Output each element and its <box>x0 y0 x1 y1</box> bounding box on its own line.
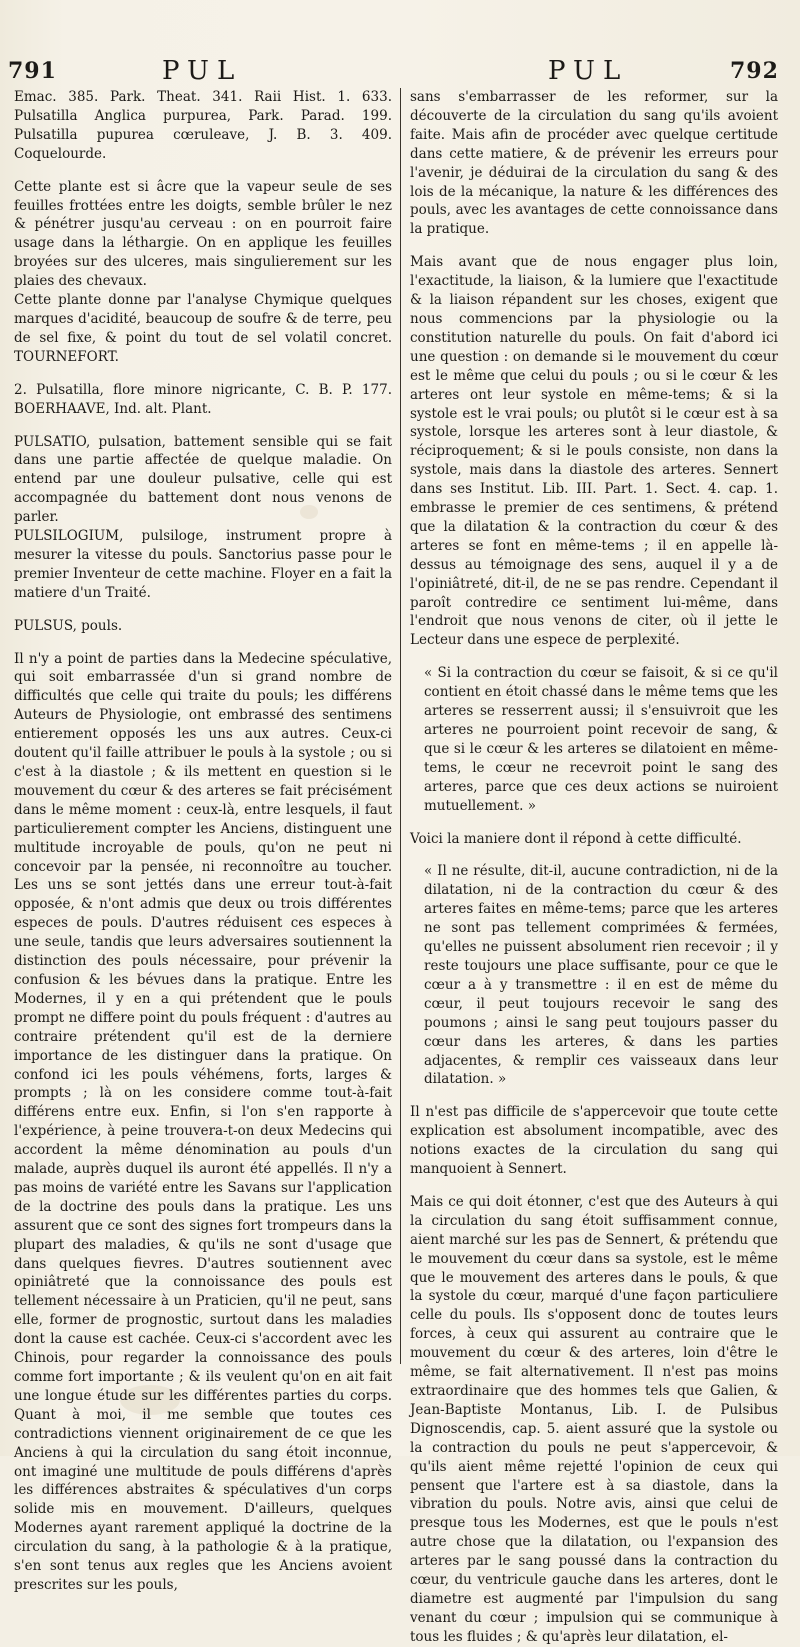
left-column <box>14 88 392 1595</box>
left-page-number: 791 <box>8 58 57 84</box>
right-page-number: 792 <box>730 58 779 84</box>
paragraph: Mais ce qui doit étonner, c'est que des Auteurs à qui la circulation du sang étoit suffisamment connue, aient marché sur les pas de Sennert, & prétendu que le mouvement du cœur dans sa systole, est le même que le mouvement des arteres dans le pouls, & que la systole du cœur, marqué d'une façon particuliere celle du pouls. Ils s'opposent donc de toutes leurs forces, à ceux qui assurent au contraire que le mouvement du cœur & des arteres, loin d'être le même, se fait alternativement. Il n'est pas moins extraordinaire que des hommes tels que Galien, & Jean-Baptiste Montanus, Lib. I. de Pulsibus Dignoscendis, cap. 5. aient assuré que la systole ou la contraction du pouls ne peut s'appercevoir, & qu'ils aient même rejetté l'opinion de ceux qui pensent que l'artere est à sa diastole, dans la vibration du pouls. Notre avis, ainsi que celui de presque tous les Modernes, est que le pouls n'est autre chose que la dilatation, ou l'expansion des arteres par le sang poussé dans la contraction du cœur, du ventricule gauche dans les arteres, dont le diametre est augmenté par l'impulsion du sang venant du cœur ; impulsion qui se communique à tous les fluides ; & qu'après leur dilatation, el- <box>410 1193 778 1645</box>
column-divider <box>400 88 401 1364</box>
right-running-head: PUL <box>548 56 629 86</box>
synonym-list: Emac. 385. Park. Theat. 341. Raii Hist. 1. 633. Pulsatilla Anglica purpurea, Park. Parad. 199. Pulsatilla pupurea cœruleave, J. B. 3. 409. Coquelourde. <box>14 89 392 162</box>
paragraph: Cette plante donne par l'analyse Chymique quelques marques d'acidité, beaucoup de soufre & de terre, peu de sel fixe, & point du tout de sel volatil concret. TOURNEFORT. <box>14 292 392 365</box>
paragraph: Il n'y a point de parties dans la Medecine spéculative, qui soit embarrassée d'un si grand nombre de difficultés que celle qui traite du pouls; les différens Auteurs de Physiologie, ont embrassé des sentimens entierement opposés les uns aux autres. Ceux-ci doutent qu'il faille attribuer le pouls à la systole ; ou si c'est à la diastole ; & ils mettent en question si le mouvement du cœur & des arteres se fait précisément dans le même moment : ceux-là, entre lesquels, il faut particulierement compter les Anciens, distinguent une multitude incroyable de pouls, qu'on ne peut ni concevoir par la pensée, ni reconnoître au toucher. Les uns se sont jettés dans une erreur tout-à-fait opposée, & n'ont admis que deux ou trois différentes especes de pouls. D'autres réduisent ces especes à une seule, tandis que leurs adversaires soutiennent la distinction des pouls nécessaire, pour prévenir la confusion & les bévues dans la pratique. Entre les Modernes, il y en a qui prétendent que le pouls prompt ne differe point du pouls fréquent : d'autres au contraire prétendent qu'il est de la derniere importance de les distinguer dans la pratique. On confond ici les pouls véhémens, forts, larges & prompts ; là on les considere comme tout-à-fait différens entre eux. Enfin, si l'on s'en rapporte à l'expérience, à peine trouvera-t-on deux Medecins qui accordent la même dénomination au pouls d'un malade, auprès duquel ils auront été appellés. Il n'y a pas moins de variété entre les Savans sur l'application de la doctrine des pouls dans la pratique. Les uns assurent que ce sont des signes fort trompeurs dans la plupart des maladies, & qu'ils ne sont d'usage que dans quelques fievres. D'autres soutiennent avec opiniâtreté que la connoissance des pouls est tellement nécessaire à un Praticien, qu'il ne peut, sans elle, former de prognostic, surtout dans les maladies dont la cause est cachée. Ceux-ci s'accordent avec les Chinois, pour regarder la connoissance des pouls comme fort importante ; & ils veulent qu'on en ait fait une longue étude sur les différentes parties du corps. Quant à moi, il me semble que toutes ces contradictions viennent originairement de ce que les Anciens à qui la circulation du sang étoit inconnue, ont imaginé une multitude de pouls différens d'après les différences abstraites & spéculatives d'un corps solide mis en mouvement. D'ailleurs, quelques Modernes ayant rarement appliqué la doctrine de la circulation du sang, à la pathologie & à la pratique, s'en sont tenus aux regles que les Anciens avoient prescrites sur les pouls, <box>14 650 392 1593</box>
paragraph: Il n'est pas difficile de s'appercevoir que toute cette explication est absolument incompatible, avec des notions exactes de la circulation du sang qui manquoient à Sennert. <box>410 1104 778 1178</box>
left-running-head: PUL <box>162 56 243 86</box>
paragraph: 2. Pulsatilla, flore minore nigricante, C. B. P. 177. BOERHAAVE, Ind. alt. Plant. <box>14 381 392 417</box>
quotation: « Si la contraction du cœur se faisoit, & si ce qu'il contient en étoit chassé dans le même tems que les arteres se resserrent aussi; il s'ensuivroit que les arteres ne pourroient point recevoir de sang, & que si le cœur & les arteres se dilatoient en même-tems, le cœur ne recevroit point le sang des arteres, parce que ces deux actions se nuiroient mutuellement. » <box>424 665 778 814</box>
quotation: « Il ne résulte, dit-il, aucune contradiction, ni de la dilatation, ni de la contraction du cœur & des arteres faites en même-tems; parce que les arteres ne sont pas tellement comprimées & fermées, qu'elles ne puissent absolument rien recevoir ; il y reste toujours une place suffisante, pour ce que le cœur a à y transmettre : il en est de même du cœur, il peut toujours recevoir le sang des poumons ; ainsi le sang peut toujours passer du cœur dans les arteres, & dans les parties adjacentes, & remplir ces vaisseaux dans leur dilatation. » <box>424 863 778 1088</box>
entry-pulsilogium: PULSILOGIUM, pulsiloge, instrument propre à mesurer la vitesse du pouls. Sanctorius passe pour le premier Inventeur de cette machine. Floyer en a fait la matiere d'un Traité. <box>14 528 392 601</box>
running-header <box>0 56 800 88</box>
entry-heading-pulsus: PULSUS, pouls. <box>14 617 123 634</box>
paragraph: sans s'embarrasser de les reformer, sur la découverte de la circulation du sang qu'ils avoient faite. Mais afin de procéder avec quelque certitude dans cette matiere, & de prévenir les erreurs pour l'avenir, je déduirai de la circulation du sang & des lois de la mécanique, la nature & les différences des pouls, avec les avantages de cette connoissance dans la pratique. <box>410 89 778 238</box>
paragraph: Cette plante est si âcre que la vapeur seule de ses feuilles frottées entre les doigts, semble brûler le nez & pénétrer jusqu'au cerveau : on en pourroit faire usage dans la léthargie. On en applique les feuilles broyées sur des ulceres, mais singulierement sur les plaies des chevaux. <box>14 178 392 290</box>
entry-pulsatio: PULSATIO, pulsation, battement sensible qui se fait dans une partie affectée de quelque maladie. On entend par une douleur pulsative, celle qui est accompagnée du battement dont nous venons de parler. <box>14 433 392 526</box>
paragraph: Voici la maniere dont il répond à cette difficulté. <box>410 830 742 847</box>
right-column <box>410 88 778 1647</box>
paragraph: Mais avant que de nous engager plus loin, l'exactitude, la liaison, & la lumiere que l'exactitude & la liaison répandent sur les choses, exigent que nous commencions par la physiologie ou la constitution naturelle du pouls. On fait d'abord ici une question : on demande si le mouvement du cœur est le même que celui du pouls ; ou si le cœur & les arteres ont leur systole en même-tems; & si la systole est le vrai pouls; ou plutôt si le cœur est à sa systole, lorsque les arteres sont à leur diastole, & réciproquement; & si le pouls consiste, non dans la systole, mais dans la diastole des arteres. Sennert dans ses Institut. Lib. III. Part. 1. Sect. 4. cap. 1. embrasse le premier de ces sentimens, & prétend que la dilatation & la contraction du cœur & des arteres se font en même-tems ; il en appelle là-dessus au témoignage des sens, auquel il y a de l'opiniâtreté, dit-il, de ne se pas rendre. Cependant il paroît contredire ce sentiment lui-même, dans l'endroit que nous venons de citer, où il jette le Lecteur dans une espece de perplexité. <box>410 254 778 649</box>
